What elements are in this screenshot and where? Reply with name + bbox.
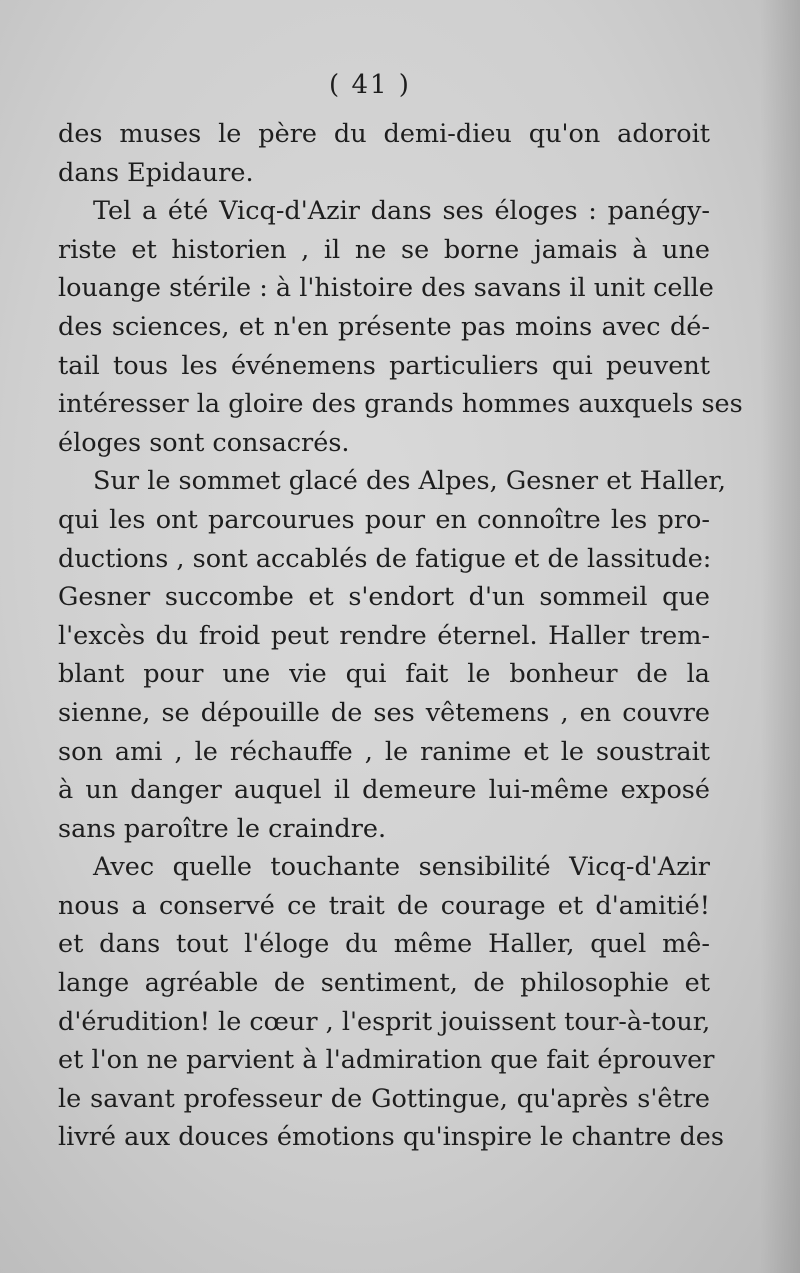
text-line: lange agréable de sentiment, de philosophie et bbox=[58, 968, 710, 999]
body-text bbox=[58, 115, 743, 1157]
text-line: dans Epidaure. bbox=[58, 157, 254, 188]
text-line: le savant professeur de Gottingue, qu'après s'être bbox=[58, 1083, 710, 1114]
text-line: des muses le père du demi-dieu qu'on adoroit bbox=[58, 119, 710, 149]
text-line: sans paroître le craindre. bbox=[58, 813, 387, 844]
paragraph-3 bbox=[58, 462, 726, 848]
text-line: louange stérile : à l'histoire des savans il unit celle bbox=[58, 273, 714, 304]
text-line: son ami , le réchauffe , le ranime et le soustrait bbox=[58, 736, 710, 767]
text-line: Gesner succombe et s'endort d'un sommeil que bbox=[58, 582, 710, 613]
text-line: éloges sont consacrés. bbox=[58, 427, 350, 458]
page-edge-shadow bbox=[760, 0, 800, 1273]
text-line: sienne, se dépouille de ses vêtemens , en couvre bbox=[58, 697, 710, 728]
text-line: tail tous les événemens particuliers qui peuvent bbox=[58, 350, 710, 381]
text-line: et dans tout l'éloge du même Haller, quel mê- bbox=[58, 929, 710, 960]
text-line: des sciences, et n'en présente pas moins avec dé- bbox=[58, 311, 710, 342]
paragraph-2 bbox=[58, 192, 743, 462]
text-line: à un danger auquel il demeure lui-même exposé bbox=[58, 775, 710, 806]
paragraph-4 bbox=[58, 848, 724, 1157]
text-line: livré aux douces émotions qu'inspire le chantre des bbox=[58, 1122, 724, 1153]
text-line: ductions , sont accablés de fatigue et de lassitude: bbox=[58, 543, 712, 574]
text-line: qui les ont parcourues pour en connoître les pro- bbox=[58, 504, 710, 535]
page-number: ( 41 ) bbox=[329, 70, 411, 100]
text-line: Sur le sommet glacé des Alpes, Gesner et Haller, bbox=[93, 466, 726, 497]
text-line: blant pour une vie qui fait le bonheur de la bbox=[58, 659, 710, 690]
text-line: riste et historien , il ne se borne jamais à une bbox=[58, 234, 710, 265]
text-line: Avec quelle touchante sensibilité Vicq-d'Azir bbox=[93, 852, 710, 883]
text-line: nous a conservé ce trait de courage et d'amitié! bbox=[58, 890, 710, 921]
text-line: Tel a été Vicq-d'Azir dans ses éloges : panégy- bbox=[93, 196, 710, 227]
text-line: l'excès du froid peut rendre éternel. Haller trem- bbox=[58, 620, 710, 651]
paragraph-1 bbox=[58, 115, 710, 192]
text-line: d'érudition! le cœur , l'esprit jouissent tour-à-tour, bbox=[58, 1006, 711, 1037]
text-line: intéresser la gloire des grands hommes auxquels ses bbox=[58, 389, 743, 420]
text-line: et l'on ne parvient à l'admiration que fait éprouver bbox=[58, 1045, 715, 1076]
